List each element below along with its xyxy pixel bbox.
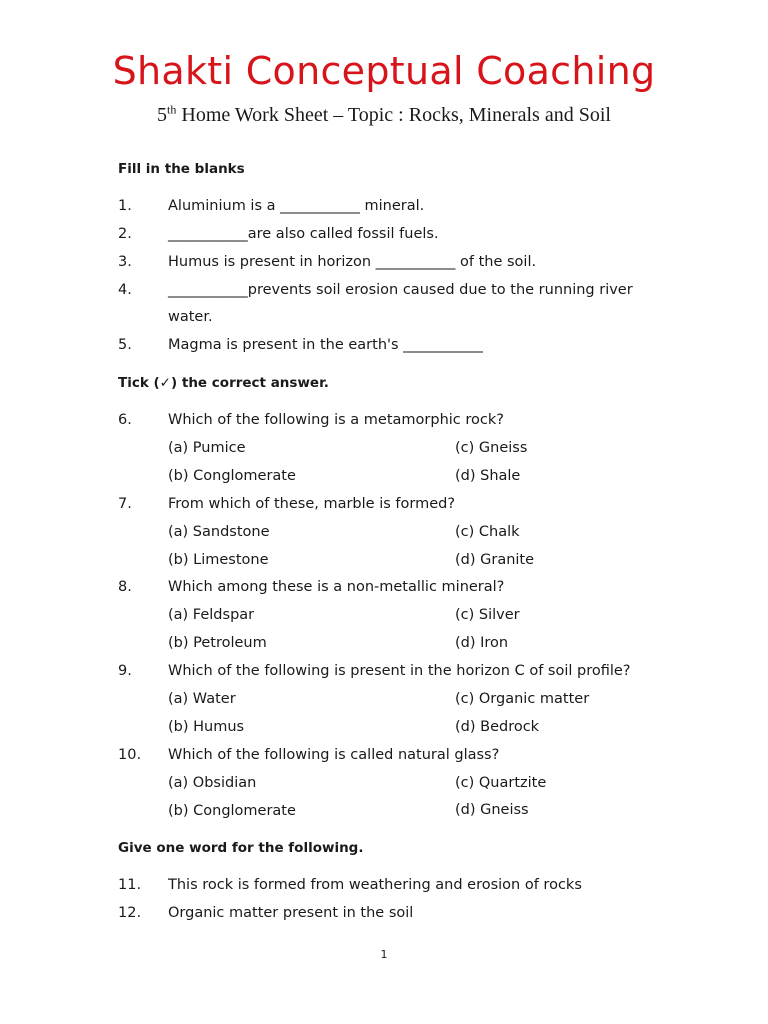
option-c: (c) Chalk — [455, 524, 520, 540]
question-text: Organic matter present in the soil — [168, 905, 414, 921]
question-text: ___________are also called fossil fuels. — [168, 226, 439, 242]
option-a: (a) Obsidian — [168, 775, 257, 791]
option-d: (d) Bedrock — [455, 719, 540, 735]
option-a: (a) Feldspar — [168, 607, 255, 623]
option-a: (a) Sandstone — [168, 524, 270, 540]
option-c: (c) Gneiss — [455, 440, 528, 456]
option-d: (d) Iron — [455, 635, 509, 651]
question-number: 5. — [118, 337, 132, 353]
question-text: Aluminium is a ___________ mineral. — [168, 198, 425, 214]
question-text: Which of the following is a metamorphic rock? — [168, 412, 504, 428]
question-text: This rock is formed from weathering and erosion of rocks — [168, 877, 582, 893]
question-number: 12. — [118, 905, 142, 921]
option-b: (b) Limestone — [168, 552, 269, 568]
question-text: Which of the following is present in the horizon C of soil profile? — [168, 663, 631, 679]
option-b: (b) Conglomerate — [168, 803, 296, 819]
option-c: (c) Quartzite — [455, 775, 547, 791]
subtitle-text: Home Work Sheet – Topic : Rocks, Minerals and Soil — [176, 104, 611, 126]
worksheet-subtitle — [0, 101, 768, 129]
question-text: Which of the following is called natural glass? — [168, 747, 500, 763]
option-d: (d) Shale — [455, 468, 521, 484]
option-b: (b) Humus — [168, 719, 245, 735]
subtitle-superscript: th — [167, 102, 177, 117]
question-number: 8. — [118, 579, 132, 595]
question-number: 3. — [118, 254, 132, 270]
question-number: 11. — [118, 877, 142, 893]
fill-blanks-heading: Fill in the blanks — [118, 161, 245, 177]
option-d: (d) Gneiss — [455, 802, 529, 818]
question-text: From which of these, marble is formed? — [168, 496, 456, 512]
question-number: 9. — [118, 663, 132, 679]
question-number: 1. — [118, 198, 132, 214]
option-c: (c) Organic matter — [455, 691, 590, 707]
option-d: (d) Granite — [455, 552, 535, 568]
question-text: ___________prevents soil erosion caused due to the running river — [168, 282, 633, 298]
option-b: (b) Conglomerate — [168, 468, 296, 484]
page-number: 1 — [380, 948, 388, 961]
question-text: Magma is present in the earth's ___________ — [168, 337, 483, 353]
question-number: 10. — [118, 747, 142, 763]
question-text: Which among these is a non-metallic mineral? — [168, 579, 505, 595]
question-number: 6. — [118, 412, 132, 428]
option-a: (a) Pumice — [168, 440, 246, 456]
question-number: 7. — [118, 496, 132, 512]
option-c: (c) Silver — [455, 607, 520, 623]
tick-correct-heading: Tick (✓) the correct answer. — [118, 375, 329, 391]
worksheet-title: Shakti Conceptual Coaching — [112, 49, 656, 93]
question-text: Humus is present in horizon ___________ of the soil. — [168, 254, 537, 270]
subtitle-number: 5 — [157, 104, 168, 126]
one-word-heading: Give one word for the following. — [118, 840, 364, 856]
option-a: (a) Water — [168, 691, 236, 707]
question-number: 4. — [118, 282, 132, 298]
question-number: 2. — [118, 226, 132, 242]
question-text-continued: water. — [168, 309, 213, 325]
option-b: (b) Petroleum — [168, 635, 267, 651]
